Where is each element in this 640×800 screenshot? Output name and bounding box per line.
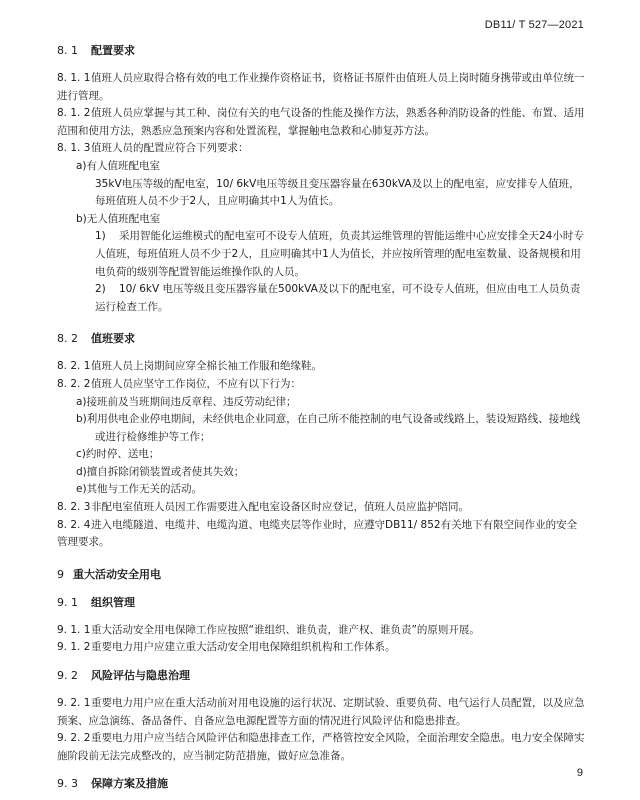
clause-number: 8. 2. 4 xyxy=(57,518,91,531)
clause-text: 值班人员应取得合格有效的电工作业操作资格证书，资格证书原件由值班人员上岗时随身携带或由单位统一进行管理。 xyxy=(57,72,585,102)
list-item-text: 接班前及当班期间违反章程、违反劳动纪律； xyxy=(86,395,297,408)
list-marker: b) xyxy=(76,212,87,225)
clause-8-1-3 xyxy=(57,140,585,158)
clause-text: 值班人员应掌握与其工种、岗位有关的电气设备的性能及操作方法，熟悉各种消防设备的性能、布置、适用范围和使用方法，熟悉应急预案内容和处置流程，掌握触电急救和心肺复苏方法。 xyxy=(57,107,585,137)
list-marker: d) xyxy=(76,465,87,478)
clause-text: 重要电力用户应当结合风险评估和隐患排查工作，严格管控安全风险，全面治理安全隐患。电力安全保障实施阶段前无法完成整改的，应当制定防范措施，做好应急准备。 xyxy=(57,732,585,762)
clause-number: 9. 1. 2 xyxy=(57,641,91,654)
list-item-b xyxy=(57,211,585,229)
clause-9-2-2 xyxy=(57,730,585,765)
list-item-a xyxy=(57,158,585,176)
list-item-text: 约时停、送电； xyxy=(85,448,160,461)
list-marker: a) xyxy=(76,395,87,408)
clause-number: 9. 2. 2 xyxy=(57,732,91,745)
list-item-text: 擅自拆除闭锁装置或者使其失效； xyxy=(86,465,245,478)
list-item-text: 利用供电企业停电期间，未经供电企业同意，在自己所不能控制的电气设备或线路上，装设短路线、接地线或进行检修维护等工作； xyxy=(86,413,581,443)
clause-text: 重要电力用户应在重大活动前对用电设施的运行状况、定期试验、重要负荷、电气运行人员配置，以及应急预案、应急演练、备品备件、自备应急电源配置等方面的情况进行风险评估和隐患排查。 xyxy=(57,697,585,727)
list-item xyxy=(57,394,585,412)
section-number: 9. 2 xyxy=(57,669,78,683)
standard-id: DB11/ T 527—2021 xyxy=(484,19,584,31)
clause-number: 8. 1. 1 xyxy=(57,72,91,84)
section-heading-9-3 xyxy=(57,775,585,793)
sub-item-1 xyxy=(57,228,585,281)
section-heading-8-1 xyxy=(57,42,585,60)
list-item xyxy=(57,464,585,482)
sub-item-marker: 2) xyxy=(95,283,106,296)
list-marker: c) xyxy=(76,448,86,461)
clause-text: 重要电力用户应建立重大活动安全用电保障组织机构和工作体系。 xyxy=(91,641,396,654)
chapter-heading-9 xyxy=(57,566,585,584)
clause-number: 8. 1. 2 xyxy=(57,107,91,120)
section-title: 保障方案及措施 xyxy=(91,777,168,791)
list-marker: e) xyxy=(76,483,87,496)
chapter-number: 9 xyxy=(57,567,64,581)
clause-number: 8. 2. 2 xyxy=(57,377,91,390)
clause-text: 值班人员上岗期间应穿全棉长袖工作服和绝缘鞋。 xyxy=(91,360,322,373)
clause-8-2-4 xyxy=(57,517,585,552)
sub-item-text: 采用智能化运维模式的配电室可不设专人值班，负责其运维管理的智能运维中心应安排全天24小时专人值班，每班值班人员不少于2人，且应明确其中1人为值长，并应按所管理的配电室数量、设备规模和用电负荷的级别等配置智能运维操作队的人员。 xyxy=(95,230,584,278)
section-heading-9-1 xyxy=(57,594,585,612)
document-body xyxy=(57,42,585,793)
section-title: 组织管理 xyxy=(91,595,135,609)
clause-8-2-3 xyxy=(57,499,585,517)
clause-text: 值班人员应坚守工作岗位，不应有以下行为： xyxy=(91,377,301,390)
page-number: 9 xyxy=(576,767,583,779)
section-number: 8. 2 xyxy=(57,332,78,346)
list-item-title: 有人值班配电室 xyxy=(86,159,161,172)
clause-text: 重大活动安全用电保障工作应按照“谁组织、谁负责，谁产权、谁负责”的原则开展。 xyxy=(91,623,480,636)
clause-8-1-2 xyxy=(57,105,585,140)
list-marker: a) xyxy=(76,159,87,172)
list-item-text: 其他与工作无关的活动。 xyxy=(86,483,203,496)
section-number: 8. 1 xyxy=(57,44,78,57)
chapter-title: 重大活动安全用电 xyxy=(73,567,161,581)
list-item-a-text: 35kV电压等级的配电室，10/ 6kV电压等级且变压器容量在630kVA及以上的配电室，应安排专人值班，每班值班人员不少于2人，且应明确其中1人为值长。 xyxy=(95,177,580,208)
section-heading-9-2 xyxy=(57,667,585,685)
clause-9-1-2 xyxy=(57,639,585,657)
list-item xyxy=(57,411,585,446)
clause-number: 8. 2. 3 xyxy=(57,501,91,514)
sub-item-marker: 1) xyxy=(95,230,106,243)
list-item xyxy=(57,481,585,499)
list-item-title: 无人值班配电室 xyxy=(86,212,161,225)
list-marker: b) xyxy=(76,413,87,426)
section-number: 9. 1 xyxy=(57,595,78,609)
section-heading-8-2 xyxy=(57,330,585,348)
section-title: 风险评估与隐患治理 xyxy=(91,669,190,683)
sub-item-2 xyxy=(57,281,585,316)
section-number: 9. 3 xyxy=(57,777,78,791)
clause-8-2-2 xyxy=(57,376,585,394)
clause-8-2-1 xyxy=(57,358,585,376)
clause-number: 9. 1. 1 xyxy=(57,623,91,636)
clause-text: 值班人员的配置应符合下列要求： xyxy=(91,142,249,155)
list-item xyxy=(57,446,585,464)
clause-8-1-1 xyxy=(57,70,585,105)
section-title: 值班要求 xyxy=(91,332,135,346)
clause-number: 8. 2. 1 xyxy=(57,360,91,373)
clause-text: 非配电室值班人员因工作需要进入配电室设备区时应登记，值班人员应监护陪同。 xyxy=(91,501,469,514)
clause-9-2-1 xyxy=(57,695,585,730)
clause-text: 进入电缆隧道、电缆井、电缆沟道、电缆夹层等作业时，应遵守DB11/ 852有关地下有限空间作业的安全管理要求。 xyxy=(57,518,578,549)
clause-number: 8. 1. 3 xyxy=(57,142,91,155)
sub-item-text: 10/ 6kV 电压等级且变压器容量在500kVA及以下的配电室，可不设专人值班，但应由电工人员负责运行检查工作。 xyxy=(95,283,581,313)
clause-number: 9. 2. 1 xyxy=(57,697,91,710)
section-title: 配置要求 xyxy=(91,44,135,57)
clause-9-1-1 xyxy=(57,622,585,640)
